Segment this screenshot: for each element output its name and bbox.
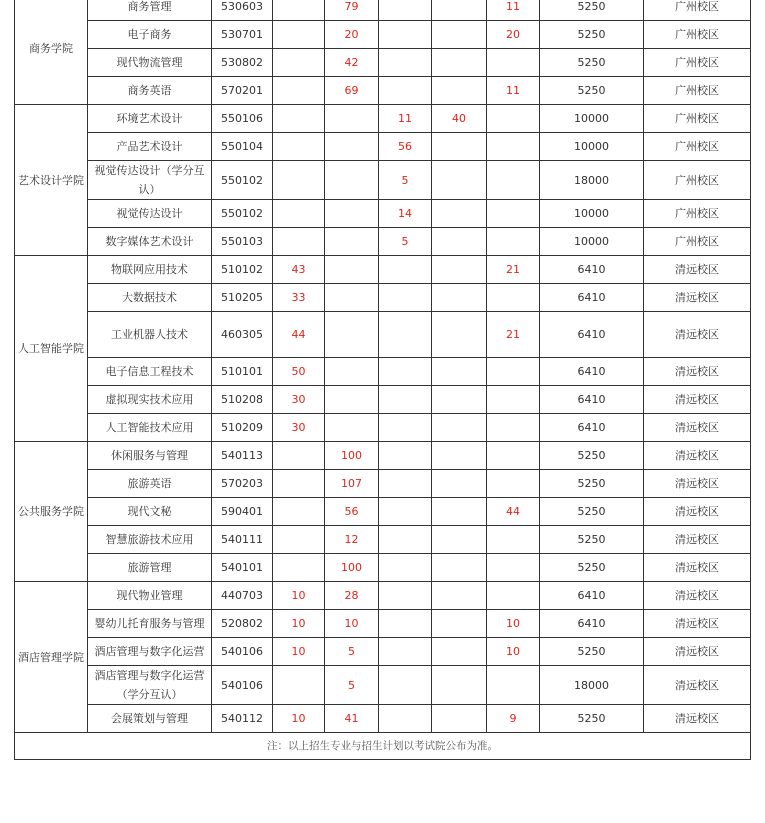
code-cell: 510208 <box>212 386 273 414</box>
quota-cell-c3: 10 <box>273 705 325 733</box>
major-cell: 智慧旅游技术应用 <box>88 526 212 554</box>
tuition-cell: 6410 <box>540 610 644 638</box>
quota-cell-c6 <box>432 470 487 498</box>
code-cell: 590401 <box>212 498 273 526</box>
tuition-cell: 6410 <box>540 386 644 414</box>
table-row <box>15 105 751 133</box>
quota-cell-c3 <box>273 666 325 705</box>
quota-cell-c4: 12 <box>325 526 379 554</box>
quota-cell-c4: 5 <box>325 638 379 666</box>
tuition-cell: 6410 <box>540 582 644 610</box>
table-row <box>15 312 751 358</box>
tuition-cell: 6410 <box>540 312 644 358</box>
quota-cell-c6 <box>432 526 487 554</box>
quota-cell-c6 <box>432 582 487 610</box>
tuition-cell: 10000 <box>540 228 644 256</box>
code-cell: 520802 <box>212 610 273 638</box>
quota-cell-c5 <box>379 284 432 312</box>
college-cell: 艺术设计学院 <box>15 105 88 256</box>
quota-cell-c3 <box>273 105 325 133</box>
quota-cell-c6 <box>432 133 487 161</box>
quota-cell-c5: 56 <box>379 133 432 161</box>
quota-cell-c6 <box>432 284 487 312</box>
major-cell: 旅游英语 <box>88 470 212 498</box>
tuition-cell: 5250 <box>540 705 644 733</box>
campus-cell: 广州校区 <box>644 49 751 77</box>
table-row <box>15 666 751 705</box>
quota-cell-c6: 40 <box>432 105 487 133</box>
quota-cell-c4 <box>325 228 379 256</box>
code-cell: 540111 <box>212 526 273 554</box>
tuition-cell: 6410 <box>540 256 644 284</box>
code-cell: 550106 <box>212 105 273 133</box>
quota-cell-c3 <box>273 21 325 49</box>
campus-cell: 清远校区 <box>644 284 751 312</box>
table-row <box>15 284 751 312</box>
major-cell: 环境艺术设计 <box>88 105 212 133</box>
major-cell: 工业机器人技术 <box>88 312 212 358</box>
quota-cell-c7 <box>487 470 540 498</box>
campus-cell: 清远校区 <box>644 705 751 733</box>
code-cell: 540106 <box>212 638 273 666</box>
college-cell: 公共服务学院 <box>15 442 88 582</box>
quota-cell-c7 <box>487 582 540 610</box>
tuition-cell: 5250 <box>540 21 644 49</box>
quota-cell-c4 <box>325 161 379 200</box>
quota-cell-c5 <box>379 414 432 442</box>
quota-cell-c3 <box>273 49 325 77</box>
quota-cell-c6 <box>432 638 487 666</box>
quota-cell-c3: 50 <box>273 358 325 386</box>
major-cell: 产品艺术设计 <box>88 133 212 161</box>
quota-cell-c6 <box>432 312 487 358</box>
campus-cell: 广州校区 <box>644 105 751 133</box>
quota-cell-c7 <box>487 666 540 705</box>
campus-cell: 清远校区 <box>644 470 751 498</box>
major-cell: 物联网应用技术 <box>88 256 212 284</box>
tuition-cell: 6410 <box>540 414 644 442</box>
campus-cell: 广州校区 <box>644 133 751 161</box>
quota-cell-c3: 33 <box>273 284 325 312</box>
quota-cell-c7 <box>487 200 540 228</box>
quota-cell-c6 <box>432 49 487 77</box>
major-cell: 电子信息工程技术 <box>88 358 212 386</box>
quota-cell-c5 <box>379 638 432 666</box>
quota-cell-c6 <box>432 228 487 256</box>
quota-cell-c7 <box>487 228 540 256</box>
tuition-cell: 10000 <box>540 105 644 133</box>
tuition-cell: 5250 <box>540 470 644 498</box>
code-cell: 540113 <box>212 442 273 470</box>
quota-cell-c3 <box>273 554 325 582</box>
tuition-cell: 5250 <box>540 442 644 470</box>
quota-cell-c5 <box>379 705 432 733</box>
quota-cell-c5 <box>379 666 432 705</box>
major-cell: 休闲服务与管理 <box>88 442 212 470</box>
code-cell: 550103 <box>212 228 273 256</box>
quota-cell-c4 <box>325 105 379 133</box>
quota-cell-c7: 9 <box>487 705 540 733</box>
quota-cell-c7: 21 <box>487 312 540 358</box>
table-row <box>15 498 751 526</box>
quota-cell-c5 <box>379 442 432 470</box>
campus-cell: 广州校区 <box>644 161 751 200</box>
table-row <box>15 228 751 256</box>
quota-cell-c3 <box>273 442 325 470</box>
tuition-cell: 5250 <box>540 77 644 105</box>
quota-cell-c6 <box>432 358 487 386</box>
quota-cell-c5 <box>379 526 432 554</box>
major-cell: 旅游管理 <box>88 554 212 582</box>
quota-cell-c3 <box>273 200 325 228</box>
major-cell: 婴幼儿托育服务与管理 <box>88 610 212 638</box>
quota-cell-c4 <box>325 358 379 386</box>
table-row <box>15 610 751 638</box>
campus-cell: 清远校区 <box>644 414 751 442</box>
major-cell: 电子商务 <box>88 21 212 49</box>
campus-cell: 广州校区 <box>644 77 751 105</box>
code-cell: 540106 <box>212 666 273 705</box>
quota-cell-c4 <box>325 284 379 312</box>
tuition-cell: 5250 <box>540 49 644 77</box>
table-row <box>15 200 751 228</box>
quota-cell-c7 <box>487 133 540 161</box>
quota-cell-c7: 11 <box>487 77 540 105</box>
quota-cell-c6 <box>432 0 487 21</box>
code-cell: 530603 <box>212 0 273 21</box>
quota-cell-c6 <box>432 386 487 414</box>
campus-cell: 清远校区 <box>644 526 751 554</box>
quota-cell-c7 <box>487 442 540 470</box>
quota-cell-c7 <box>487 284 540 312</box>
code-cell: 510101 <box>212 358 273 386</box>
code-cell: 440703 <box>212 582 273 610</box>
quota-cell-c6 <box>432 21 487 49</box>
tuition-cell: 5250 <box>540 554 644 582</box>
code-cell: 510209 <box>212 414 273 442</box>
footnote: 注：以上招生专业与招生计划以考试院公布为准。 <box>15 733 751 760</box>
quota-cell-c3 <box>273 470 325 498</box>
table-row <box>15 386 751 414</box>
quota-cell-c7 <box>487 161 540 200</box>
major-cell: 视觉传达设计 <box>88 200 212 228</box>
table-row <box>15 49 751 77</box>
code-cell: 460305 <box>212 312 273 358</box>
major-cell: 商务管理 <box>88 0 212 21</box>
quota-cell-c5 <box>379 470 432 498</box>
major-cell: 现代物流管理 <box>88 49 212 77</box>
table-row <box>15 470 751 498</box>
campus-cell: 广州校区 <box>644 21 751 49</box>
quota-cell-c4: 41 <box>325 705 379 733</box>
quota-cell-c5 <box>379 256 432 284</box>
campus-cell: 广州校区 <box>644 200 751 228</box>
major-cell: 酒店管理与数字化运营（学分互认） <box>88 666 212 705</box>
code-cell: 510205 <box>212 284 273 312</box>
quota-cell-c4: 42 <box>325 49 379 77</box>
quota-cell-c4: 69 <box>325 77 379 105</box>
quota-cell-c4: 5 <box>325 666 379 705</box>
code-cell: 550102 <box>212 161 273 200</box>
major-cell: 数字媒体艺术设计 <box>88 228 212 256</box>
table-row <box>15 638 751 666</box>
major-cell: 人工智能技术应用 <box>88 414 212 442</box>
quota-cell-c3 <box>273 526 325 554</box>
quota-cell-c5 <box>379 77 432 105</box>
code-cell: 540112 <box>212 705 273 733</box>
quota-cell-c6 <box>432 161 487 200</box>
college-cell: 酒店管理学院 <box>15 582 88 733</box>
table-row <box>15 526 751 554</box>
tuition-cell: 5250 <box>540 0 644 21</box>
quota-cell-c3 <box>273 133 325 161</box>
quota-cell-c6 <box>432 705 487 733</box>
quota-cell-c4: 56 <box>325 498 379 526</box>
campus-cell: 清远校区 <box>644 442 751 470</box>
quota-cell-c7: 10 <box>487 610 540 638</box>
quota-cell-c5: 5 <box>379 161 432 200</box>
campus-cell: 清远校区 <box>644 312 751 358</box>
campus-cell: 广州校区 <box>644 0 751 21</box>
quota-cell-c3: 30 <box>273 414 325 442</box>
campus-cell: 清远校区 <box>644 498 751 526</box>
quota-cell-c7 <box>487 49 540 77</box>
quota-cell-c5: 11 <box>379 105 432 133</box>
quota-cell-c5 <box>379 582 432 610</box>
major-cell: 虚拟现实技术应用 <box>88 386 212 414</box>
table-row <box>15 0 751 21</box>
enrollment-plan-table <box>14 0 751 760</box>
code-cell: 550104 <box>212 133 273 161</box>
quota-cell-c3: 10 <box>273 638 325 666</box>
tuition-cell: 10000 <box>540 200 644 228</box>
code-cell: 510102 <box>212 256 273 284</box>
code-cell: 570203 <box>212 470 273 498</box>
tuition-cell: 6410 <box>540 358 644 386</box>
table-row <box>15 256 751 284</box>
quota-cell-c3: 43 <box>273 256 325 284</box>
quota-cell-c3 <box>273 161 325 200</box>
quota-cell-c6 <box>432 610 487 638</box>
table-row <box>15 554 751 582</box>
quota-cell-c4 <box>325 133 379 161</box>
quota-cell-c6 <box>432 414 487 442</box>
quota-cell-c4: 20 <box>325 21 379 49</box>
quota-cell-c5 <box>379 49 432 77</box>
quota-cell-c5 <box>379 498 432 526</box>
campus-cell: 广州校区 <box>644 228 751 256</box>
quota-cell-c4: 10 <box>325 610 379 638</box>
campus-cell: 清远校区 <box>644 610 751 638</box>
quota-cell-c4: 100 <box>325 554 379 582</box>
college-cell: 人工智能学院 <box>15 256 88 442</box>
campus-cell: 清远校区 <box>644 554 751 582</box>
quota-cell-c7 <box>487 358 540 386</box>
quota-cell-c5 <box>379 312 432 358</box>
quota-cell-c5: 5 <box>379 228 432 256</box>
code-cell: 540101 <box>212 554 273 582</box>
quota-cell-c3: 10 <box>273 610 325 638</box>
quota-cell-c4 <box>325 386 379 414</box>
quota-cell-c6 <box>432 442 487 470</box>
table-row <box>15 161 751 200</box>
tuition-cell: 10000 <box>540 133 644 161</box>
quota-cell-c7: 44 <box>487 498 540 526</box>
quota-cell-c3 <box>273 228 325 256</box>
quota-cell-c6 <box>432 200 487 228</box>
table-row <box>15 358 751 386</box>
quota-cell-c4 <box>325 312 379 358</box>
tuition-cell: 18000 <box>540 666 644 705</box>
campus-cell: 清远校区 <box>644 638 751 666</box>
tuition-cell: 5250 <box>540 638 644 666</box>
note-row <box>15 733 751 760</box>
tuition-cell: 6410 <box>540 284 644 312</box>
campus-cell: 清远校区 <box>644 582 751 610</box>
quota-cell-c4: 100 <box>325 442 379 470</box>
quota-cell-c5 <box>379 0 432 21</box>
quota-cell-c6 <box>432 666 487 705</box>
quota-cell-c5 <box>379 610 432 638</box>
quota-cell-c5 <box>379 554 432 582</box>
quota-cell-c3 <box>273 77 325 105</box>
code-cell: 570201 <box>212 77 273 105</box>
quota-cell-c6 <box>432 554 487 582</box>
quota-cell-c4: 107 <box>325 470 379 498</box>
quota-cell-c4 <box>325 256 379 284</box>
code-cell: 530802 <box>212 49 273 77</box>
table-row <box>15 442 751 470</box>
major-cell: 大数据技术 <box>88 284 212 312</box>
tuition-cell: 18000 <box>540 161 644 200</box>
quota-cell-c7 <box>487 526 540 554</box>
quota-cell-c3: 10 <box>273 582 325 610</box>
quota-cell-c6 <box>432 498 487 526</box>
quota-cell-c5 <box>379 21 432 49</box>
tuition-cell: 5250 <box>540 498 644 526</box>
quota-cell-c4: 79 <box>325 0 379 21</box>
quota-cell-c4 <box>325 200 379 228</box>
quota-cell-c3 <box>273 0 325 21</box>
major-cell: 现代物业管理 <box>88 582 212 610</box>
quota-cell-c7 <box>487 554 540 582</box>
college-cell: 商务学院 <box>15 0 88 105</box>
campus-cell: 清远校区 <box>644 256 751 284</box>
quota-cell-c5: 14 <box>379 200 432 228</box>
quota-cell-c4 <box>325 414 379 442</box>
quota-cell-c4: 28 <box>325 582 379 610</box>
table-row <box>15 705 751 733</box>
campus-cell: 清远校区 <box>644 358 751 386</box>
quota-cell-c6 <box>432 77 487 105</box>
quota-cell-c7 <box>487 414 540 442</box>
major-cell: 酒店管理与数字化运营 <box>88 638 212 666</box>
table-row <box>15 21 751 49</box>
tuition-cell: 5250 <box>540 526 644 554</box>
campus-cell: 清远校区 <box>644 386 751 414</box>
table-body <box>15 0 751 760</box>
quota-cell-c7: 11 <box>487 0 540 21</box>
code-cell: 530701 <box>212 21 273 49</box>
quota-cell-c3: 44 <box>273 312 325 358</box>
table-row <box>15 77 751 105</box>
quota-cell-c5 <box>379 386 432 414</box>
quota-cell-c7 <box>487 386 540 414</box>
quota-cell-c7: 10 <box>487 638 540 666</box>
major-cell: 现代文秘 <box>88 498 212 526</box>
quota-cell-c7: 20 <box>487 21 540 49</box>
quota-cell-c5 <box>379 358 432 386</box>
table-row <box>15 414 751 442</box>
quota-cell-c3 <box>273 498 325 526</box>
quota-cell-c3: 30 <box>273 386 325 414</box>
major-cell: 会展策划与管理 <box>88 705 212 733</box>
table-row <box>15 133 751 161</box>
quota-cell-c7 <box>487 105 540 133</box>
campus-cell: 清远校区 <box>644 666 751 705</box>
quota-cell-c7: 21 <box>487 256 540 284</box>
code-cell: 550102 <box>212 200 273 228</box>
enrollment-plan-table-wrapper <box>14 0 750 760</box>
major-cell: 视觉传达设计（学分互认） <box>88 161 212 200</box>
quota-cell-c6 <box>432 256 487 284</box>
major-cell: 商务英语 <box>88 77 212 105</box>
table-row <box>15 582 751 610</box>
